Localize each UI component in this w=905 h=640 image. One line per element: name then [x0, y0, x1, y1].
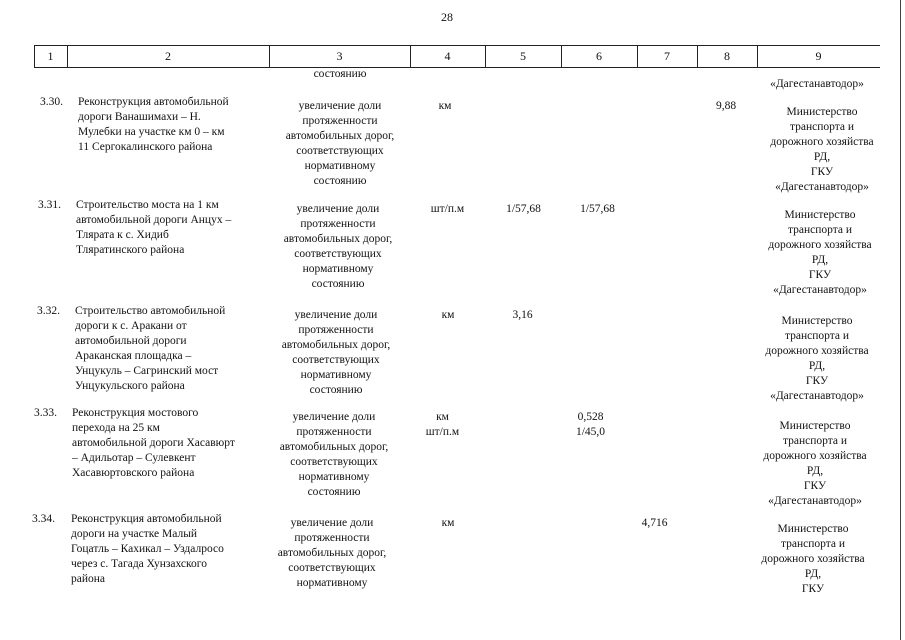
executor-line: «Дагестанавтодор» [775, 181, 869, 193]
indicator-line: автомобильных дорог, [285, 130, 395, 142]
value-col-6: 1/57,68 [580, 203, 615, 215]
row-number: 3.30. [40, 96, 63, 108]
object-name-line: Унцукуль – Сагринский мост [75, 365, 219, 377]
executor-line: дорожного хозяйства [765, 345, 869, 357]
header-col-7: 7 [664, 49, 670, 63]
object-name-line: Хасавюртовского района [72, 467, 195, 479]
executor-line: «Дагестанавтодор» [768, 495, 862, 507]
indicator-line: соответствующих [296, 145, 384, 157]
header-col-9: 9 [815, 49, 822, 63]
executor-line: Министерство [781, 315, 853, 327]
indicator-line: нормативному [302, 263, 374, 275]
header-col-2: 2 [165, 49, 171, 63]
executor-line: ГКУ [803, 480, 827, 492]
object-name-line: Реконструкция мостового [72, 407, 199, 419]
header-col-1: 1 [47, 49, 54, 63]
indicator-line: протяженности [298, 324, 374, 336]
indicator-line: автомобильных дорог, [283, 233, 393, 245]
indicator-line: состоянию [313, 175, 367, 187]
object-name-line: – Адильотар – Сулевкент [72, 452, 196, 464]
object-name-line: перехода на 25 км [72, 422, 160, 434]
indicator-line: нормативному [300, 369, 372, 381]
object-name-line: Строительство автомобильной [75, 305, 226, 317]
indicator-line: автомобильных дорог, [277, 547, 387, 559]
indicator-line: нормативному [304, 160, 376, 172]
carry-over-executor: «Дагестанавтодор» [770, 78, 864, 90]
indicator-line: увеличение доли [294, 309, 378, 321]
indicator-line: протяженности [296, 426, 372, 438]
object-name-line: Тлярата к с. Хидиб [76, 229, 169, 241]
header-col-8: 8 [724, 49, 730, 63]
object-name-line: Араканская площадка – [75, 350, 192, 362]
unit-cell: шт/п.м [425, 426, 460, 438]
value-col-8: 9,88 [715, 100, 737, 112]
value-col-6: 0,528 [577, 411, 604, 423]
indicator-line: автомобильных дорог, [281, 339, 391, 351]
executor-line: ГКУ [810, 166, 834, 178]
indicator-line: соответствующих [292, 354, 380, 366]
value-col-7: 4,716 [641, 517, 668, 529]
value-col-5: 1/57,68 [506, 203, 541, 215]
row-number: 3.31. [38, 199, 61, 211]
object-name-line: дороги на участке Малый [71, 528, 198, 540]
indicator-line: состоянию [311, 278, 365, 290]
indicator-line: протяженности [300, 218, 376, 230]
executor-line: транспорта и [780, 538, 846, 550]
executor-line: транспорта и [787, 224, 853, 236]
executor-line: транспорта и [782, 435, 848, 447]
executor-line: РД, [804, 568, 822, 580]
unit-cell: км [438, 100, 452, 112]
header-col-3: 3 [336, 49, 343, 63]
object-name-line: 11 Сергокалинского района [78, 141, 213, 153]
executor-line: транспорта и [789, 121, 855, 133]
row-number: 3.34. [32, 513, 55, 525]
object-name-line: через с. Тагада Хунзахского [71, 558, 207, 570]
object-name-line: Реконструкция автомобильной [78, 96, 229, 108]
indicator-line: увеличение доли [298, 100, 382, 112]
indicator-line: соответствующих [290, 456, 378, 468]
page-number: 28 [441, 10, 453, 24]
value-col-6: 1/45,0 [575, 426, 606, 438]
object-name-line: Унцукульского района [75, 380, 185, 392]
indicator-line: соответствующих [294, 248, 382, 260]
executor-line: дорожного хозяйства [770, 136, 874, 148]
unit-cell: км [436, 411, 449, 423]
executor-line: дорожного хозяйства [768, 239, 872, 251]
object-name-line: Строительство моста на 1 км [76, 199, 219, 211]
executor-line: ГКУ [801, 583, 825, 595]
executor-line: Министерство [777, 523, 849, 535]
object-name-line: автомобильной дороги Анцух – [76, 214, 232, 226]
indicator-line: автомобильных дорог, [279, 441, 389, 453]
object-name-line: дороги к с. Аракани от [75, 320, 187, 332]
header-col-5: 5 [520, 49, 526, 63]
executor-line: дорожного хозяйства [761, 553, 865, 565]
object-name-line: Мулебки на участке км 0 – км [78, 126, 225, 138]
indicator-line: соответствующих [288, 562, 376, 574]
executor-line: РД, [813, 151, 831, 163]
object-name-line: Гоцатль – Кахикал – Уздалросо [71, 543, 224, 555]
object-name-line: Реконструкция автомобильной [71, 513, 222, 525]
object-name-line: района [71, 573, 106, 585]
executor-line: «Дагестанавтодор» [773, 284, 867, 296]
executor-line: РД, [811, 254, 829, 266]
indicator-line: увеличение доли [290, 517, 374, 529]
unit-cell: км [441, 517, 455, 529]
indicator-line: протяженности [294, 532, 370, 544]
object-name-line: дороги Ванашимахи – Н. [78, 111, 201, 123]
unit-cell: шт/п.м [430, 203, 465, 215]
executor-line: ГКУ [805, 375, 829, 387]
row-number: 3.33. [34, 407, 57, 419]
carry-over-indicator: состоянию [313, 68, 367, 80]
executor-line: «Дагестанавтодор» [770, 390, 864, 402]
executor-line: РД, [808, 360, 826, 372]
executor-line: ГКУ [808, 269, 832, 281]
indicator-line: состоянию [309, 384, 363, 396]
executor-line: РД, [806, 465, 824, 477]
executor-line: транспорта и [784, 330, 850, 342]
executor-line: Министерство [786, 106, 858, 118]
indicator-line: увеличение доли [296, 203, 380, 215]
executor-line: Министерство [784, 209, 856, 221]
object-name-line: автомобильной дороги Хасавюрт [72, 437, 235, 449]
indicator-line: состоянию [307, 486, 361, 498]
object-name-line: автомобильной дороги [75, 335, 187, 347]
executor-line: Министерство [779, 420, 851, 432]
indicator-line: нормативному [296, 577, 368, 589]
value-col-5: 3,16 [512, 309, 533, 321]
indicator-line: увеличение доли [292, 411, 376, 423]
row-number: 3.32. [37, 305, 60, 317]
unit-cell: км [441, 309, 455, 321]
page-edge-line [900, 0, 901, 640]
executor-line: дорожного хозяйства [763, 450, 867, 462]
indicator-line: нормативному [298, 471, 370, 483]
indicator-line: протяженности [302, 115, 378, 127]
object-name-line: Тляратинского района [76, 244, 185, 256]
header-col-6: 6 [596, 49, 602, 63]
header-col-4: 4 [444, 49, 451, 63]
